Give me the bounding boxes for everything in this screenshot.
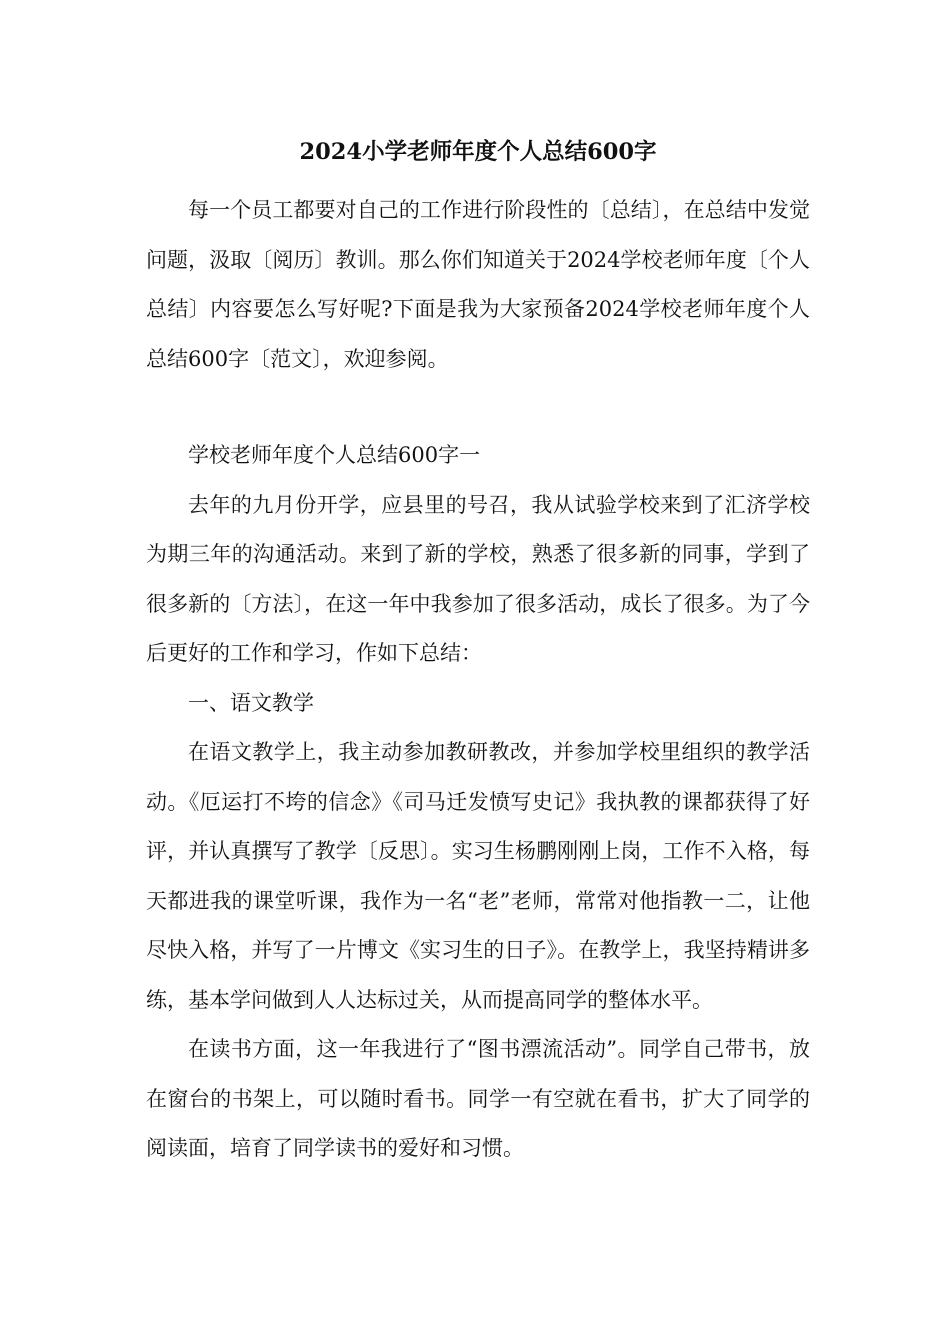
body-paragraph-1: 去年的九月份开学，应县里的号召，我从试验学校来到了汇济学校为期三年的沟通活动。来到了新的学校，熟悉了很多新的同事，学到了很多新的〔方法〕，在这一年中我参加了很多活动，成长了很多。为了今后更好的工作和学习，作如下总结： [146,492,810,665]
section-heading-chinese-teaching: 一、语文教学 [188,690,314,715]
body-paragraph-3: 在读书方面，这一年我进行了“图书漂流活动”。同学自己带书，放在窗台的书架上，可以随时看书。同学一有空就在看书，扩大了同学的阅读面，培育了同学读书的爱好和习惯。 [146,1037,810,1160]
document-title: 2024小学老师年度个人总结600字 [299,139,657,165]
body-paragraph-2: 在语文教学上，我主动参加教研教改，并参加学校里组织的教学活动。《厄运打不垮的信念》《司马迁发愤写史记》我执教的课都获得了好评，并认真撰写了教学〔反思〕。实习生杨鹏刚刚上岗，工作不入格，每天都进我的课堂听课，我作为一名“老”老师，常常对他指教一二，让他尽快入格，并写了一片博文《实习生的日子》。在教学上，我坚持精讲多练，基本学问做到人人达标过关，从而提高同学的整体水平。 [146,740,810,1012]
document-body [146,130,810,1174]
paragraph-gap [146,384,810,431]
intro-paragraph: 每一个员工都要对自己的工作进行阶段性的〔总结〕，在总结中发觉问题，汲取〔阅历〕教训。那么你们知道关于2024学校老师年度〔个人总结〕内容要怎么写好呢?下面是我为大家预备2024学校老师年度个人总结600字〔范文〕，欢迎参阅。 [146,198,810,371]
section-title: 学校老师年度个人总结600字一 [188,443,481,467]
